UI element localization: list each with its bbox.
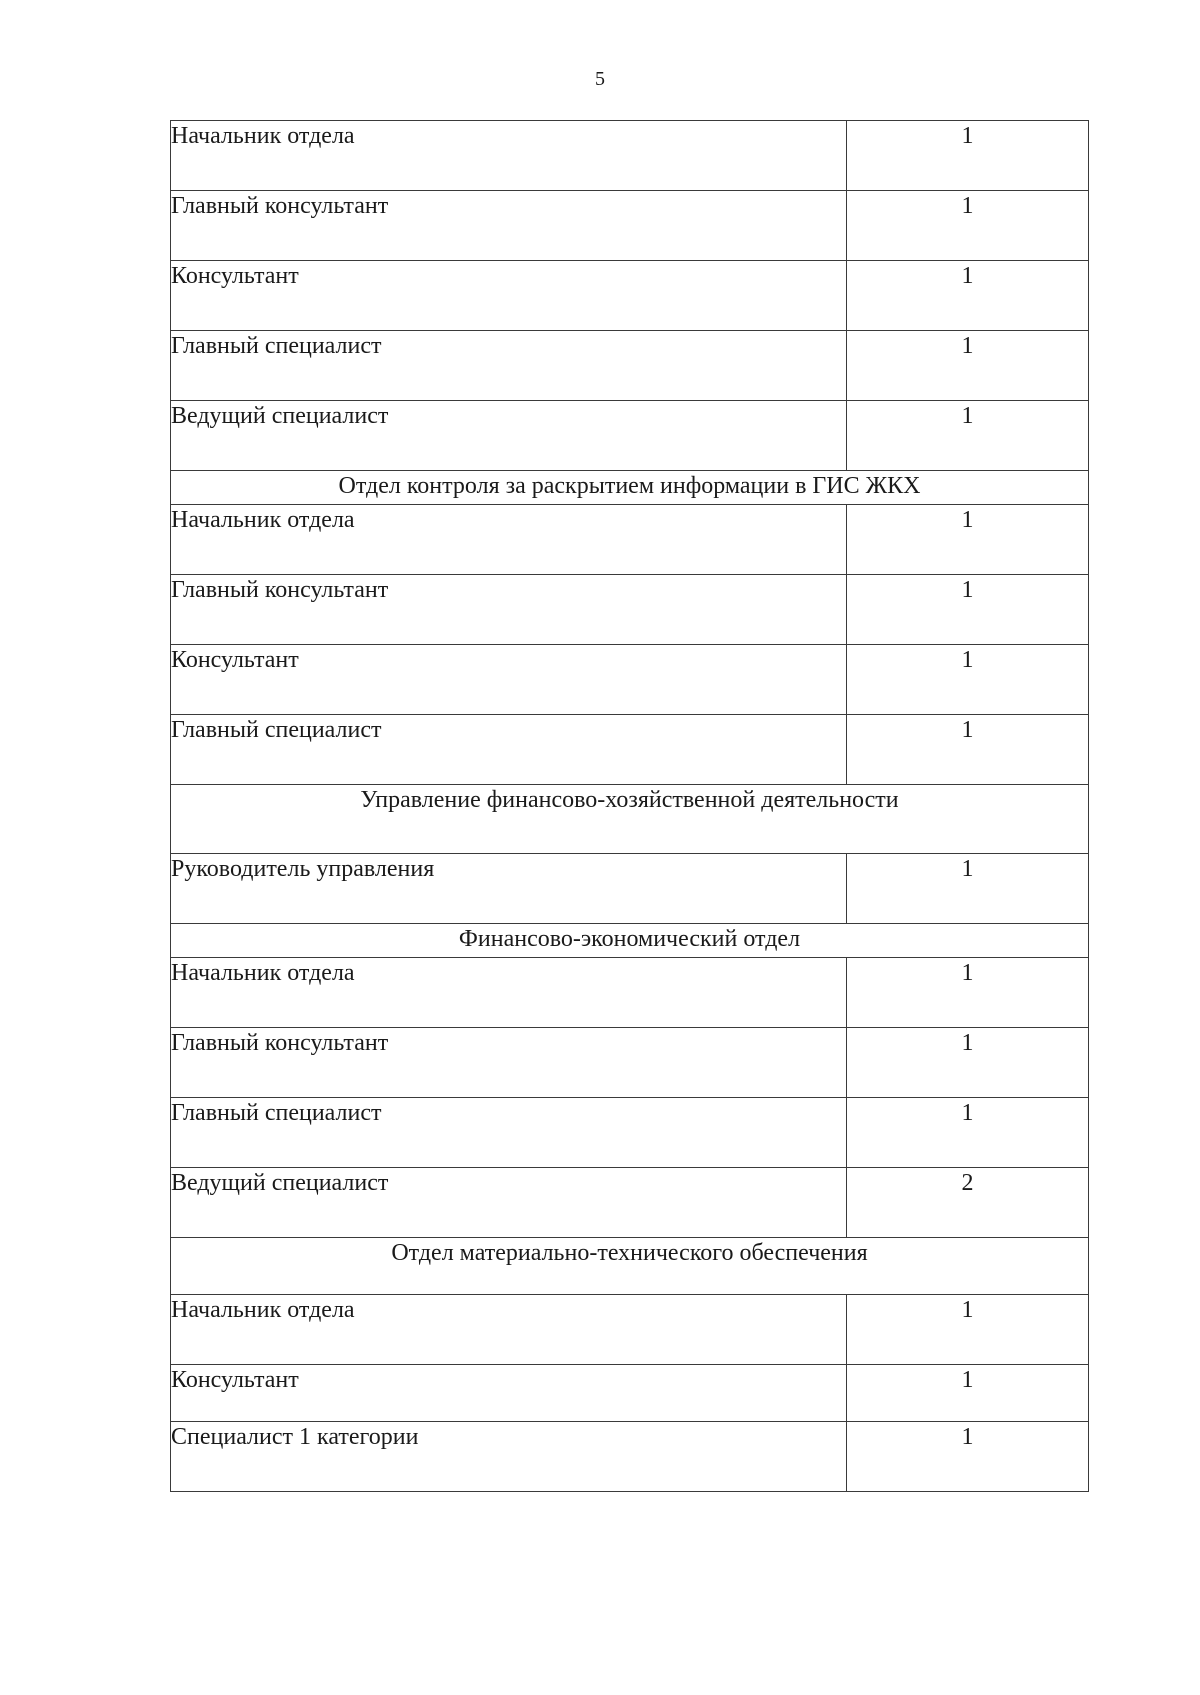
table-row — [171, 575, 1089, 645]
position-count: 1 — [847, 121, 1089, 191]
position-name: Главный консультант — [171, 1028, 847, 1098]
position-count: 1 — [847, 1365, 1089, 1422]
table-row — [171, 1028, 1089, 1098]
position-name: Главный консультант — [171, 575, 847, 645]
table-row — [171, 1098, 1089, 1168]
table-row — [171, 505, 1089, 575]
section-title: Отдел материально-технического обеспечения — [171, 1238, 1089, 1295]
table-row — [171, 191, 1089, 261]
section-row — [171, 1238, 1089, 1295]
position-name: Консультант — [171, 1365, 847, 1422]
position-count: 1 — [847, 958, 1089, 1028]
position-count: 1 — [847, 505, 1089, 575]
position-name: Главный специалист — [171, 715, 847, 785]
position-name: Начальник отдела — [171, 1295, 847, 1365]
table-row — [171, 401, 1089, 471]
position-count: 1 — [847, 261, 1089, 331]
table-row — [171, 1365, 1089, 1422]
table-row — [171, 854, 1089, 924]
position-count: 1 — [847, 1098, 1089, 1168]
position-name: Начальник отдела — [171, 958, 847, 1028]
position-name: Консультант — [171, 261, 847, 331]
position-name: Главный специалист — [171, 331, 847, 401]
position-count: 1 — [847, 854, 1089, 924]
page-number: 5 — [595, 68, 605, 90]
position-count: 1 — [847, 191, 1089, 261]
table-row — [171, 1422, 1089, 1492]
position-name: Руководитель управления — [171, 854, 847, 924]
section-title: Финансово-экономический отдел — [171, 924, 1089, 958]
section-row — [171, 785, 1089, 854]
table-row — [171, 261, 1089, 331]
position-count: 1 — [847, 715, 1089, 785]
position-count: 1 — [847, 575, 1089, 645]
position-count: 1 — [847, 1028, 1089, 1098]
position-name: Начальник отдела — [171, 505, 847, 575]
position-name: Ведущий специалист — [171, 1168, 847, 1238]
position-count: 1 — [847, 401, 1089, 471]
position-count: 1 — [847, 331, 1089, 401]
position-count: 1 — [847, 645, 1089, 715]
section-title: Отдел контроля за раскрытием информации в ГИС ЖКХ — [171, 471, 1089, 505]
section-row — [171, 471, 1089, 505]
position-name: Ведущий специалист — [171, 401, 847, 471]
staffing-table — [170, 120, 1089, 1492]
table-row — [171, 958, 1089, 1028]
position-name: Начальник отдела — [171, 121, 847, 191]
section-row — [171, 924, 1089, 958]
position-name: Специалист 1 категории — [171, 1422, 847, 1492]
section-title: Управление финансово-хозяйственной деятельности — [171, 785, 1089, 854]
position-count: 1 — [847, 1295, 1089, 1365]
position-name: Консультант — [171, 645, 847, 715]
position-count: 2 — [847, 1168, 1089, 1238]
position-name: Главный консультант — [171, 191, 847, 261]
position-name: Главный специалист — [171, 1098, 847, 1168]
table-row — [171, 645, 1089, 715]
table-row — [171, 715, 1089, 785]
table-row — [171, 1295, 1089, 1365]
table-row — [171, 121, 1089, 191]
table-row — [171, 1168, 1089, 1238]
table-row — [171, 331, 1089, 401]
position-count: 1 — [847, 1422, 1089, 1492]
